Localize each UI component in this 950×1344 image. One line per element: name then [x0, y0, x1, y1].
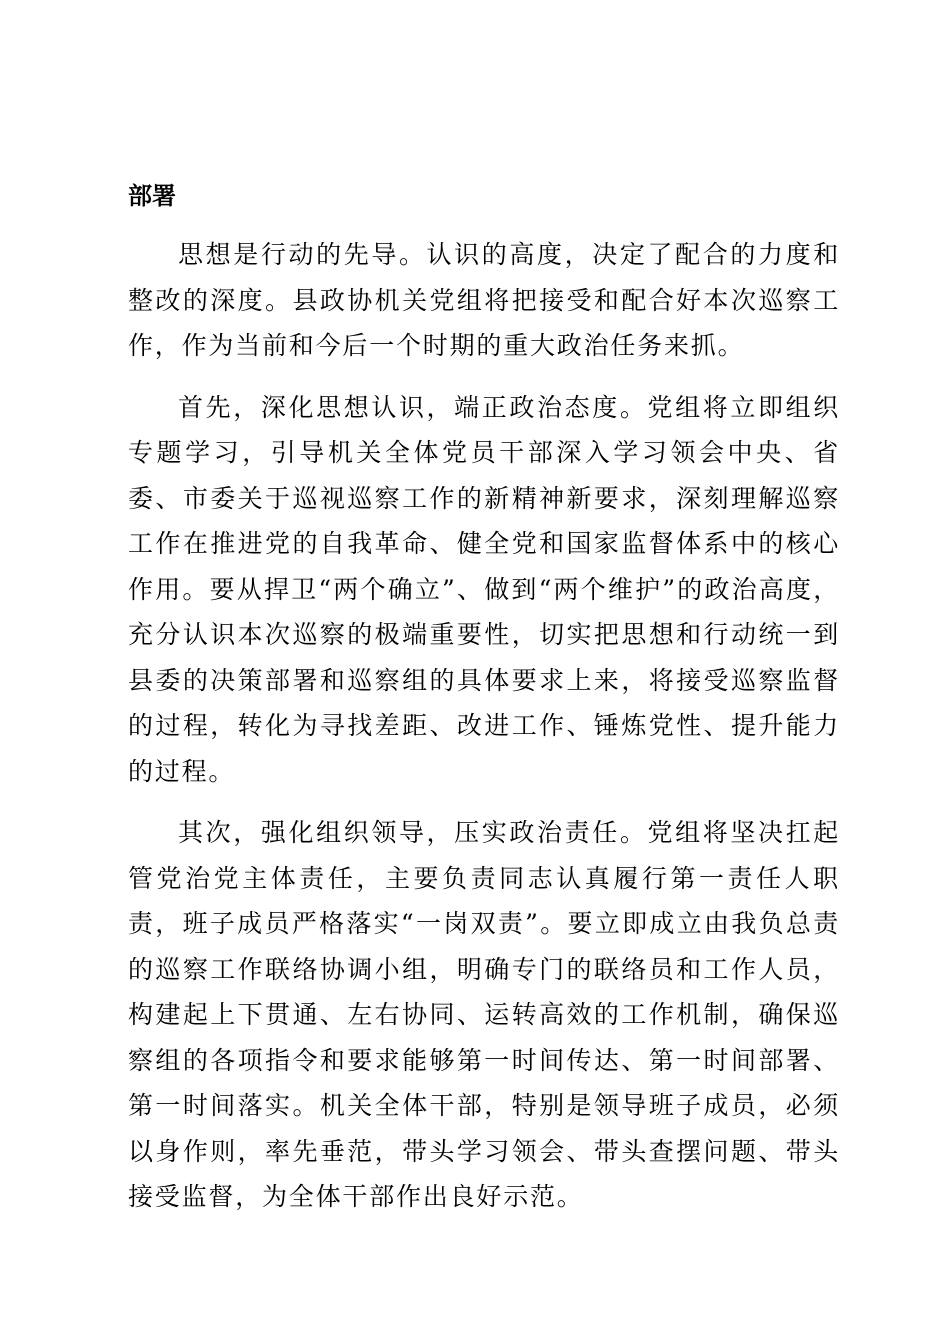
- section-heading: 部署: [128, 182, 176, 210]
- body-text: [128, 232, 840, 1236]
- paragraph-second: 其次，强化组织领导，压实政治责任。党组将坚决扛起管党治党主体责任，主要负责同志认真履行第一责任人职责，班子成员严格落实“一岗双责”。要立即成立由我负总责的巡察工作联络协调小组，明确专门的联络员和工作人员，构建起上下贯通、左右协同、运转高效的工作机制，确保巡察组的各项指令和要求能够第一时间传达、第一时间部署、第一时间落实。机关全体干部，特别是领导班子成员，必须以身作则，率先垂范，带头学习领会、带头查摆问题、带头接受监督，为全体干部作出良好示范。: [128, 818, 840, 1211]
- paragraph-intro: 思想是行动的先导。认识的高度，决定了配合的力度和整改的深度。县政协机关党组将把接受和配合好本次巡察工作，作为当前和今后一个时期的重大政治任务来抓。: [128, 240, 840, 360]
- paragraph-first: 首先，深化思想认识，端正政治态度。党组将立即组织专题学习，引导机关全体党员干部深入学习领会中央、省委、市委关于巡视巡察工作的新精神新要求，深刻理解巡察工作在推进党的自我革命、健全党和国家监督体系中的核心作用。要从捍卫“两个确立”、做到“两个维护”的政治高度，充分认识本次巡察的极端重要性，切实把思想和行动统一到县委的决策部署和巡察组的具体要求上来，将接受巡察监督的过程，转化为寻找差距、改进工作、锤炼党性、提升能力的过程。: [128, 392, 840, 786]
